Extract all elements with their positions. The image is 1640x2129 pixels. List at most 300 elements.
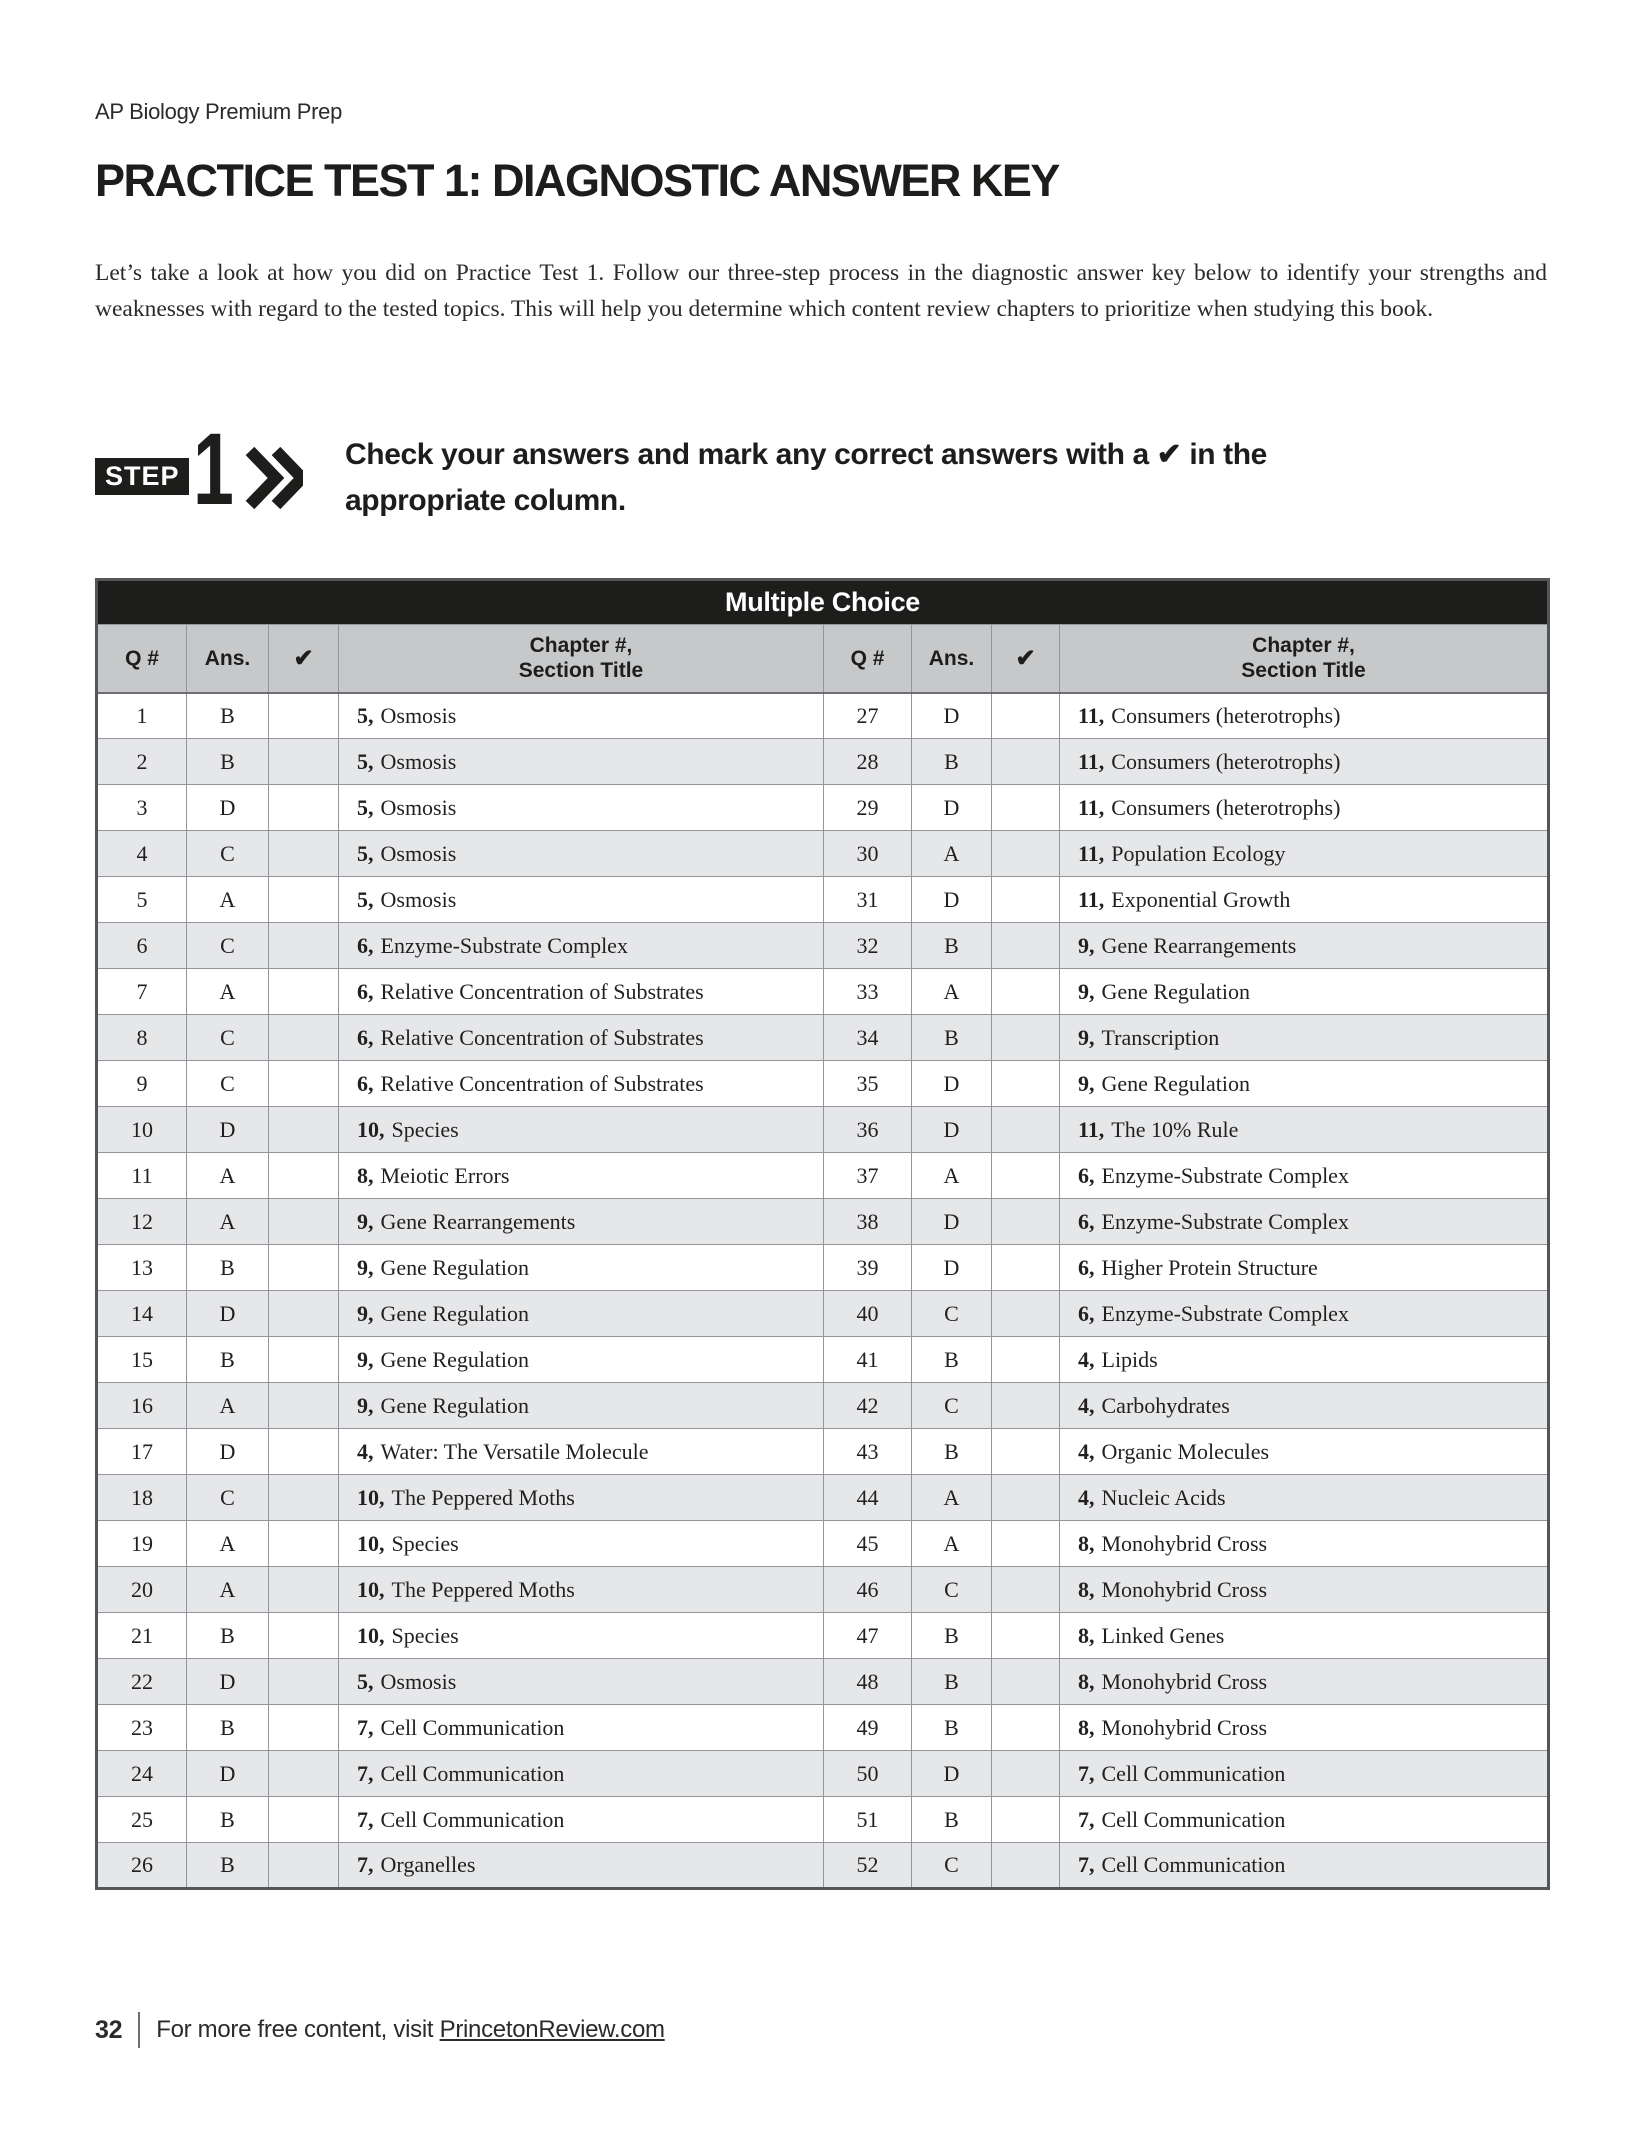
chapter-section-cell [1060, 1245, 1549, 1291]
section-title: Organic Molecules [1101, 1438, 1270, 1464]
table-row [97, 785, 1549, 831]
section-title: Monohybrid Cross [1101, 1576, 1268, 1602]
check-cell[interactable] [269, 831, 339, 877]
chapter-section-cell [1060, 1659, 1549, 1705]
answer-cell: C [187, 831, 269, 877]
section-title: Relative Concentration of Substrates [380, 1070, 704, 1096]
chapter-number: 9, [357, 1300, 374, 1326]
chapter-number: 9, [1078, 932, 1095, 958]
chapter-number: 9, [1078, 1024, 1095, 1050]
check-cell[interactable] [992, 1705, 1060, 1751]
table-row [97, 1153, 1549, 1199]
q-number-cell: 13 [97, 1245, 187, 1291]
check-cell[interactable] [269, 1843, 339, 1889]
q-number-cell: 43 [824, 1429, 912, 1475]
section-title: Relative Concentration of Substrates [380, 978, 704, 1004]
check-cell[interactable] [992, 969, 1060, 1015]
q-number-cell: 12 [97, 1199, 187, 1245]
table-row [97, 739, 1549, 785]
answer-cell: A [187, 877, 269, 923]
answer-cell: B [912, 1659, 992, 1705]
q-number-cell: 24 [97, 1751, 187, 1797]
section-title: Species [391, 1116, 459, 1142]
q-number-cell: 28 [824, 739, 912, 785]
q-number-cell: 6 [97, 923, 187, 969]
answer-cell: B [912, 1015, 992, 1061]
table-title: Multiple Choice [97, 580, 1549, 625]
chapter-number: 6, [1078, 1208, 1095, 1234]
q-number-cell: 26 [97, 1843, 187, 1889]
q-number-cell: 52 [824, 1843, 912, 1889]
footer-divider [138, 2012, 140, 2048]
chapter-section-cell [339, 1291, 824, 1337]
section-title: Consumers (heterotrophs) [1111, 702, 1341, 728]
chapter-number: 8, [1078, 1576, 1095, 1602]
answer-cell: C [912, 1567, 992, 1613]
answer-cell: A [912, 1521, 992, 1567]
check-cell[interactable] [992, 1429, 1060, 1475]
chapter-number: 5, [357, 748, 374, 774]
section-title: Carbohydrates [1101, 1392, 1230, 1418]
chapter-number: 8, [357, 1162, 374, 1188]
check-cell[interactable] [992, 1843, 1060, 1889]
q-number-cell: 22 [97, 1659, 187, 1705]
answer-cell: B [912, 1613, 992, 1659]
table-row [97, 1429, 1549, 1475]
intro-paragraph: Let’s take a look at how you did on Practice Test 1. Follow our three-step process in the diagnostic answer key below to identify your strengths and weaknesses with regard to the tested topics. This will help you determine which content review chapters to prioritize when studying this book. [95, 259, 1547, 322]
section-title: Monohybrid Cross [1101, 1530, 1268, 1556]
answer-cell: D [912, 1751, 992, 1797]
chapter-number: 7, [1078, 1852, 1095, 1877]
table-row [97, 693, 1549, 739]
chapter-number: 4, [1078, 1438, 1095, 1464]
q-number-cell: 7 [97, 969, 187, 1015]
chapter-section-cell [1060, 1291, 1549, 1337]
chapter-number: 10, [357, 1484, 385, 1510]
step-badge [95, 412, 345, 530]
check-cell[interactable] [269, 1199, 339, 1245]
section-title: Osmosis [380, 794, 457, 820]
answer-cell: D [187, 1751, 269, 1797]
q-number-cell: 44 [824, 1475, 912, 1521]
check-icon: ✔ [269, 625, 339, 693]
table-title-row [97, 580, 1549, 625]
answer-cell: B [912, 1705, 992, 1751]
footer-text-label: For more free content, visit [156, 2016, 440, 2043]
table-row [97, 877, 1549, 923]
check-cell[interactable] [992, 1291, 1060, 1337]
check-cell[interactable] [992, 1567, 1060, 1613]
check-cell[interactable] [269, 969, 339, 1015]
chapter-section-cell [1060, 1015, 1549, 1061]
q-number-cell: 3 [97, 785, 187, 831]
q-number-cell: 11 [97, 1153, 187, 1199]
chapter-number: 6, [1078, 1300, 1095, 1326]
chapter-number: 9, [357, 1392, 374, 1418]
answer-cell: C [187, 1061, 269, 1107]
check-cell[interactable] [992, 1521, 1060, 1567]
answer-cell: D [187, 1107, 269, 1153]
chapter-number: 10, [357, 1116, 385, 1142]
check-cell[interactable] [269, 1475, 339, 1521]
chapter-section-cell [1060, 693, 1549, 739]
section-title: Enzyme-Substrate Complex [1101, 1162, 1349, 1188]
check-cell[interactable] [992, 1199, 1060, 1245]
double-chevron-icon [245, 447, 303, 514]
chapter-section-cell [1060, 831, 1549, 877]
step-instruction: Check your answers and mark any correct answers with a ✔ in the appropriate column. [345, 438, 1267, 517]
check-icon: ✔ [992, 625, 1060, 693]
q-number-cell: 42 [824, 1383, 912, 1429]
answer-cell: C [187, 923, 269, 969]
check-cell[interactable] [992, 923, 1060, 969]
chapter-number: 5, [357, 886, 374, 912]
table-row [97, 1015, 1549, 1061]
chapter-section-cell [339, 1015, 824, 1061]
section-title: Transcription [1101, 1024, 1220, 1050]
section-title: Osmosis [380, 748, 457, 774]
check-cell[interactable] [269, 1751, 339, 1797]
table-row [97, 831, 1549, 877]
chapter-number: 6, [1078, 1162, 1095, 1188]
chapter-section-cell [339, 1107, 824, 1153]
check-cell[interactable] [992, 877, 1060, 923]
section-title: Gene Regulation [380, 1346, 529, 1372]
q-number-cell: 48 [824, 1659, 912, 1705]
section-title: Consumers (heterotrophs) [1111, 748, 1341, 774]
section-title: Osmosis [380, 702, 457, 728]
check-cell[interactable] [269, 1521, 339, 1567]
check-cell[interactable] [269, 1291, 339, 1337]
chapter-number: 7, [1078, 1760, 1095, 1786]
check-cell[interactable] [269, 1153, 339, 1199]
chapter-number: 6, [1078, 1254, 1095, 1280]
answer-cell: D [912, 1245, 992, 1291]
q-number-cell: 50 [824, 1751, 912, 1797]
q-number-cell: 10 [97, 1107, 187, 1153]
chapter-number: 5, [357, 840, 374, 866]
chapter-number: 11, [1078, 1116, 1105, 1142]
section-title: Gene Regulation [1101, 978, 1250, 1004]
chapter-section-cell [1060, 1521, 1549, 1567]
chapter-number: 9, [357, 1254, 374, 1280]
section-title: Cell Communication [380, 1760, 565, 1786]
chapter-number: 8, [1078, 1530, 1095, 1556]
section-title: The 10% Rule [1111, 1116, 1239, 1142]
answer-cell: B [187, 693, 269, 739]
check-cell[interactable] [269, 1429, 339, 1475]
princeton-review-link[interactable]: PrincetonReview.com [439, 2016, 665, 2043]
chapter-number: 11, [1078, 886, 1105, 912]
chapter-section-cell [339, 739, 824, 785]
chapter-section-cell [339, 1705, 824, 1751]
chapter-section-cell [339, 969, 824, 1015]
chapter-number: 11, [1078, 840, 1105, 866]
section-title: Water: The Versatile Molecule [380, 1438, 649, 1464]
check-cell[interactable] [992, 693, 1060, 739]
chapter-section-cell [1060, 1705, 1549, 1751]
chapter-section-cell [1060, 877, 1549, 923]
q-number-cell: 16 [97, 1383, 187, 1429]
page-footer [95, 2012, 665, 2048]
section-title: Cell Communication [1101, 1806, 1286, 1832]
section-title: Gene Rearrangements [380, 1208, 576, 1234]
answer-cell: C [912, 1843, 992, 1889]
check-cell[interactable] [269, 1705, 339, 1751]
q-number-cell: 15 [97, 1337, 187, 1383]
table-row [97, 1291, 1549, 1337]
check-cell[interactable] [269, 1613, 339, 1659]
chapter-number: 6, [357, 1024, 374, 1050]
check-cell[interactable] [992, 831, 1060, 877]
check-cell[interactable] [269, 1337, 339, 1383]
check-cell[interactable] [992, 785, 1060, 831]
q-number-cell: 8 [97, 1015, 187, 1061]
chapter-number: 11, [1078, 702, 1105, 728]
q-number-cell: 23 [97, 1705, 187, 1751]
check-cell[interactable] [992, 1061, 1060, 1107]
q-number-cell: 27 [824, 693, 912, 739]
answer-cell: B [912, 1797, 992, 1843]
chapter-section-cell [1060, 1843, 1549, 1889]
chapter-section-cell [339, 1521, 824, 1567]
check-cell[interactable] [269, 1107, 339, 1153]
table-row [97, 1797, 1549, 1843]
check-cell[interactable] [269, 1061, 339, 1107]
check-cell[interactable] [269, 923, 339, 969]
chapter-section-cell [339, 1429, 824, 1475]
section-title: Gene Regulation [1101, 1070, 1250, 1096]
answer-cell: B [912, 1337, 992, 1383]
chapter-section-cell [1060, 1107, 1549, 1153]
answer-header: Ans. [912, 625, 992, 693]
chapter-number: 4, [1078, 1392, 1095, 1418]
answer-cell: C [187, 1015, 269, 1061]
chapter-number: 4, [1078, 1346, 1095, 1372]
check-cell[interactable] [269, 1245, 339, 1291]
check-cell[interactable] [269, 1383, 339, 1429]
q-number-cell: 19 [97, 1521, 187, 1567]
answer-cell: D [912, 693, 992, 739]
check-cell[interactable] [269, 785, 339, 831]
chapter-number: 9, [357, 1346, 374, 1372]
check-cell[interactable] [269, 693, 339, 739]
check-cell[interactable] [269, 877, 339, 923]
chapter-section-cell [339, 1337, 824, 1383]
chapter-number: 6, [357, 1070, 374, 1096]
check-cell[interactable] [992, 1015, 1060, 1061]
chapter-section-cell [339, 1751, 824, 1797]
chapter-number: 8, [1078, 1714, 1095, 1740]
chapter-number: 10, [357, 1576, 385, 1602]
q-number-cell: 46 [824, 1567, 912, 1613]
check-cell[interactable] [992, 1797, 1060, 1843]
q-number-cell: 41 [824, 1337, 912, 1383]
chapter-section-cell [1060, 1613, 1549, 1659]
section-title: Consumers (heterotrophs) [1111, 794, 1341, 820]
chapter-section-cell [1060, 785, 1549, 831]
section-title: Enzyme-Substrate Complex [380, 932, 628, 958]
chapter-number: 5, [357, 702, 374, 728]
section-title: Monohybrid Cross [1101, 1714, 1268, 1740]
section-title: Exponential Growth [1111, 886, 1291, 912]
chapter-section-cell [1060, 1429, 1549, 1475]
check-cell[interactable] [992, 1153, 1060, 1199]
section-title: Species [391, 1622, 459, 1648]
chapter-header-line1: Chapter #, [1252, 634, 1355, 658]
section-title: Osmosis [380, 1668, 457, 1694]
section-title: Monohybrid Cross [1101, 1668, 1268, 1694]
check-cell[interactable] [269, 739, 339, 785]
table-header-row [97, 625, 1549, 693]
check-cell[interactable] [992, 1659, 1060, 1705]
table-row [97, 1659, 1549, 1705]
chapter-number: 4, [357, 1438, 374, 1464]
q-number-cell: 29 [824, 785, 912, 831]
section-title: The Peppered Moths [391, 1576, 575, 1602]
chapter-section-header [1060, 625, 1549, 693]
answer-cell: A [912, 831, 992, 877]
section-title: Higher Protein Structure [1101, 1254, 1318, 1280]
section-title: The Peppered Moths [391, 1484, 575, 1510]
q-number-cell: 21 [97, 1613, 187, 1659]
check-cell[interactable] [992, 1383, 1060, 1429]
section-title: Cell Communication [380, 1714, 565, 1740]
check-cell[interactable] [992, 1751, 1060, 1797]
check-cell[interactable] [992, 1475, 1060, 1521]
section-title: Meiotic Errors [380, 1162, 510, 1188]
q-number-cell: 38 [824, 1199, 912, 1245]
check-cell[interactable] [269, 1567, 339, 1613]
section-title: Gene Regulation [380, 1300, 529, 1326]
chapter-section-cell [339, 923, 824, 969]
answer-header: Ans. [187, 625, 269, 693]
section-title: Gene Regulation [380, 1254, 529, 1280]
answer-cell: A [187, 1521, 269, 1567]
table-row [97, 1245, 1549, 1291]
q-number-cell: 14 [97, 1291, 187, 1337]
answer-cell: A [912, 1153, 992, 1199]
q-number-cell: 31 [824, 877, 912, 923]
section-title: Relative Concentration of Substrates [380, 1024, 704, 1050]
section-title: Cell Communication [1101, 1852, 1286, 1877]
table-row [97, 1383, 1549, 1429]
chapter-section-cell [1060, 739, 1549, 785]
chapter-section-cell [1060, 1475, 1549, 1521]
chapter-section-cell [1060, 969, 1549, 1015]
q-number-cell: 5 [97, 877, 187, 923]
chapter-number: 7, [357, 1714, 374, 1740]
answer-key-table [95, 578, 1550, 1890]
section-title: Linked Genes [1101, 1622, 1225, 1648]
answer-cell: D [912, 877, 992, 923]
answer-cell: A [187, 1153, 269, 1199]
chapter-section-cell [339, 1475, 824, 1521]
chapter-number: 4, [1078, 1484, 1095, 1510]
chapter-section-cell [1060, 1337, 1549, 1383]
q-number-cell: 20 [97, 1567, 187, 1613]
chapter-section-header [339, 625, 824, 693]
chapter-number: 8, [1078, 1622, 1095, 1648]
chapter-number: 6, [357, 978, 374, 1004]
answer-cell: B [187, 1337, 269, 1383]
page-title: PRACTICE TEST 1: DIAGNOSTIC ANSWER KEY [95, 155, 1059, 206]
check-cell[interactable] [992, 1245, 1060, 1291]
answer-cell: B [912, 1429, 992, 1475]
page-number: 32 [95, 2015, 123, 2044]
footer-text [156, 2016, 664, 2044]
chapter-number: 7, [357, 1760, 374, 1786]
q-number-cell: 2 [97, 739, 187, 785]
chapter-section-cell [339, 831, 824, 877]
section-title: Lipids [1101, 1346, 1158, 1372]
chapter-section-cell [339, 693, 824, 739]
section-title: Enzyme-Substrate Complex [1101, 1300, 1349, 1326]
check-cell[interactable] [992, 1337, 1060, 1383]
table-row [97, 1475, 1549, 1521]
chapter-number: 9, [1078, 1070, 1095, 1096]
chapter-header-line2: Section Title [518, 659, 644, 683]
check-cell[interactable] [992, 1107, 1060, 1153]
answer-cell: A [912, 1475, 992, 1521]
chapter-number: 5, [357, 1668, 374, 1694]
q-number-cell: 49 [824, 1705, 912, 1751]
section-title: Nucleic Acids [1101, 1484, 1226, 1510]
table-row [97, 923, 1549, 969]
q-number-header: Q # [824, 625, 912, 693]
chapter-section-cell [1060, 1751, 1549, 1797]
section-title: Population Ecology [1111, 840, 1286, 866]
table-row [97, 1705, 1549, 1751]
chapter-section-cell [1060, 923, 1549, 969]
section-title: Enzyme-Substrate Complex [1101, 1208, 1349, 1234]
q-number-cell: 17 [97, 1429, 187, 1475]
chapter-number: 11, [1078, 794, 1105, 820]
q-number-header: Q # [97, 625, 187, 693]
chapter-number: 6, [357, 932, 374, 958]
table-row [97, 1613, 1549, 1659]
chapter-number: 11, [1078, 748, 1105, 774]
answer-cell: D [912, 1061, 992, 1107]
table-row [97, 1337, 1549, 1383]
section-title: Osmosis [380, 886, 457, 912]
chapter-section-cell [339, 1199, 824, 1245]
check-cell[interactable] [269, 1659, 339, 1705]
answer-cell: C [912, 1383, 992, 1429]
check-cell[interactable] [269, 1015, 339, 1061]
q-number-cell: 18 [97, 1475, 187, 1521]
answer-cell: A [912, 969, 992, 1015]
answer-cell: B [187, 1797, 269, 1843]
q-number-cell: 39 [824, 1245, 912, 1291]
chapter-header-line1: Chapter #, [529, 634, 633, 658]
chapter-section-cell [339, 1153, 824, 1199]
chapter-section-cell [1060, 1567, 1549, 1613]
chapter-section-cell [1060, 1199, 1549, 1245]
check-cell[interactable] [269, 1797, 339, 1843]
check-cell[interactable] [992, 1613, 1060, 1659]
section-title: Cell Communication [1101, 1760, 1286, 1786]
chapter-section-cell [1060, 1797, 1549, 1843]
section-title: Gene Regulation [380, 1392, 529, 1418]
answer-cell: A [187, 1567, 269, 1613]
answer-cell: C [912, 1291, 992, 1337]
q-number-cell: 32 [824, 923, 912, 969]
check-cell[interactable] [992, 739, 1060, 785]
q-number-cell: 36 [824, 1107, 912, 1153]
answer-cell: D [912, 785, 992, 831]
answer-cell: D [187, 1429, 269, 1475]
